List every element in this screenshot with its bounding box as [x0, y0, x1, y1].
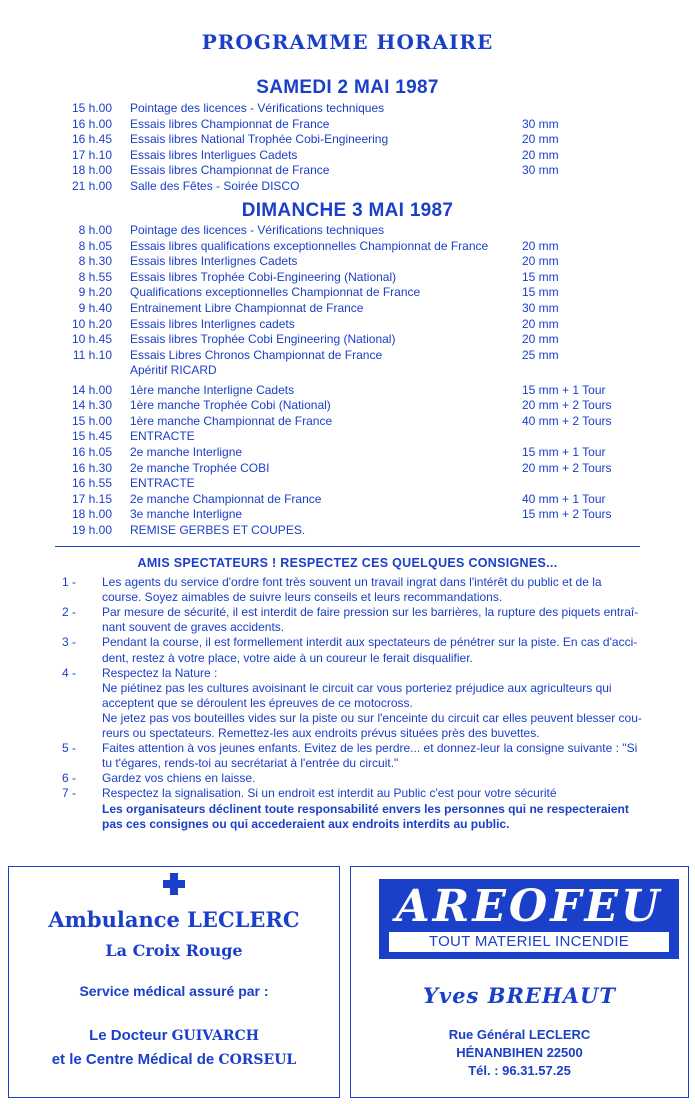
- schedule-event: Essais libres Trophée Cobi Engineering (National): [130, 332, 396, 347]
- doctor-name: GUIVARCH: [171, 1028, 259, 1044]
- schedule-duration: 30 mm: [522, 163, 559, 178]
- schedule-time: 18 h.00: [71, 507, 112, 522]
- schedule-time: 18 h.00: [71, 163, 112, 178]
- schedule-row: [0, 523, 695, 538]
- schedule-time: 16 h.55: [71, 476, 112, 491]
- schedule-time: 8 h.55: [78, 269, 112, 284]
- schedule-row: [0, 414, 695, 429]
- sunday-heading: DIMANCHE 3 MAI 1987: [241, 200, 454, 221]
- schedule-time: 10 h.45: [71, 332, 112, 347]
- ambulance-sub: La Croix Rouge: [105, 941, 243, 960]
- schedule-time: 16 h.00: [71, 116, 112, 131]
- consigne-number: 2 -: [62, 605, 77, 620]
- schedule-duration: 30 mm: [522, 301, 559, 315]
- schedule-time: 21 h.00: [71, 179, 112, 193]
- schedule-row: [0, 117, 695, 132]
- schedule-time: 16 h.45: [71, 132, 112, 147]
- schedule-duration: 30 mm: [522, 116, 559, 131]
- schedule-event: 2e manche Interligne: [130, 444, 243, 459]
- schedule-time: 16 h.05: [71, 444, 112, 459]
- consigne-line: Les agents du service d'ordre font très souvent un travail ingrat dans l'intérêt du public et de la: [102, 575, 602, 589]
- centre-line: [9, 1051, 339, 1068]
- logo-tagline: TOUT MATERIEL INCENDIE: [389, 932, 669, 952]
- schedule-event: Essais libres Interlignes cadets: [130, 316, 295, 331]
- schedule-event: 1ère manche Interligne Cadets: [130, 382, 295, 397]
- schedule-duration: 40 mm + 2 Tours: [522, 413, 612, 428]
- schedule-event: Essais Libres Chronos Championnat de France: [130, 347, 383, 362]
- consigne-number: 6 -: [62, 771, 77, 786]
- schedule-time: 9 h.20: [78, 285, 112, 300]
- schedule-row: [0, 254, 695, 269]
- schedule-row: [0, 163, 695, 178]
- consigne-number: 3 -: [62, 635, 77, 650]
- schedule-duration: 20 mm: [522, 238, 559, 253]
- schedule-row: [0, 476, 695, 491]
- consigne-line: acceptent que se déroulent les épreuves de ce motocross.: [102, 695, 413, 710]
- schedule-event: ENTRACTE: [130, 429, 195, 444]
- schedule-event: Pointage des licences - Vérifications techniques: [130, 223, 385, 237]
- schedule-time: 8 h.00: [78, 223, 112, 237]
- schedule-event: Essais libres Interlignes Cadets: [130, 254, 298, 269]
- consigne-line: Respectez la signalisation. Si un endroit est interdit au Public c'est pour votre sécurité: [102, 786, 557, 801]
- schedule-duration: 20 mm: [522, 132, 559, 147]
- schedule-event: 1ère manche Championnat de France: [130, 413, 333, 428]
- schedule-duration: 15 mm + 1 Tour: [522, 444, 606, 459]
- schedule-duration: 20 mm: [522, 332, 559, 347]
- schedule-row: [0, 398, 695, 413]
- schedule-time: 17 h.15: [71, 491, 112, 506]
- schedule-duration: 40 mm + 1 Tour: [522, 491, 606, 506]
- consigne-line: Respectez la Nature :: [102, 665, 218, 680]
- schedule-duration: 20 mm: [522, 254, 559, 269]
- schedule-event: Essais libres National Trophée Cobi-Engineering: [130, 132, 389, 147]
- schedule-event: Qualifications exceptionnelles Championnat de France: [130, 285, 421, 300]
- consigne-line: nant souvent de graves accidents.: [102, 620, 285, 635]
- schedule-event: REMISE GERBES ET COUPES.: [130, 522, 306, 537]
- consigne-number: 1 -: [62, 575, 77, 589]
- schedule-row: [0, 492, 695, 507]
- schedule-event: 2e manche Trophée COBI: [130, 460, 270, 475]
- schedule-row: [0, 429, 695, 444]
- consigne-line: pas ces consignes ou qui accederaient aux endroits interdits au public.: [102, 816, 510, 831]
- schedule-event: 2e manche Championnat de France: [130, 491, 322, 506]
- city: HÉNANBIHEN 22500: [456, 1045, 583, 1060]
- schedule-duration: 25 mm: [522, 347, 559, 362]
- schedule-event: Essais libres Championnat de France: [130, 163, 330, 178]
- schedule-row: [0, 332, 695, 347]
- schedule-duration: 15 mm + 2 Tours: [522, 507, 612, 522]
- schedule-event: 3e manche Interligne: [130, 507, 243, 522]
- consigne-number: 5 -: [62, 741, 77, 756]
- schedule-time: 17 h.10: [71, 147, 112, 162]
- consigne-line: Par mesure de sécurité, il est interdit de faire pression sur les barrières, la rupture des piquets entraî-: [102, 605, 639, 620]
- schedule-time: 15 h.00: [71, 413, 112, 428]
- schedule-row: [0, 223, 695, 238]
- schedule-row: [0, 507, 695, 522]
- schedule-duration: 15 mm + 1 Tour: [522, 382, 606, 397]
- consigne-line: course. Soyez aimables de suivre leurs conseils et leurs recommandations.: [102, 590, 503, 605]
- schedule-event: Salle des Fêtes - Soirée DISCO: [130, 179, 300, 193]
- consigne-line: Pendant la course, il est formellement interdit aux spectateurs de pénétrer sur la piste. En cas d'acci-: [102, 635, 638, 650]
- consigne-line: Gardez vos chiens en laisse.: [102, 771, 256, 786]
- schedule-duration: 15 mm: [522, 269, 559, 284]
- schedule-time: 19 h.00: [71, 522, 112, 537]
- page-title: PROGRAMME HORAIRE: [201, 30, 494, 54]
- schedule-row: [0, 348, 695, 363]
- schedule-time: 11 h.10: [72, 347, 112, 362]
- schedule-event: Essais libres Interligues Cadets: [130, 147, 298, 162]
- schedule-time: 15 h.45: [71, 429, 112, 444]
- schedule-time: 8 h.05: [78, 238, 112, 253]
- doctor-prefix: Le Docteur: [89, 1027, 172, 1044]
- schedule-row: [0, 239, 695, 254]
- saturday-heading: SAMEDI 2 MAI 1987: [256, 77, 439, 98]
- schedule-event: Entrainement Libre Championnat de France: [130, 301, 364, 315]
- schedule-event: Essais libres Trophée Cobi-Engineering (National): [130, 269, 397, 284]
- schedule-duration: 20 mm + 2 Tours: [522, 398, 612, 413]
- schedule-time: 8 h.30: [78, 254, 112, 269]
- schedule-time: 14 h.00: [71, 382, 112, 397]
- consigne-number: 7 -: [62, 786, 77, 801]
- schedule-duration: 20 mm: [522, 316, 559, 331]
- schedule-row: [0, 179, 695, 194]
- section-divider: [55, 546, 640, 547]
- ambulance-box: [8, 866, 340, 1098]
- logo-text: AREOFEU: [395, 881, 663, 932]
- consigne-line: tu t'égares, rends-toi au secrétariat à l'entrée du circuit.": [102, 756, 399, 771]
- service-label: Service médical assuré par :: [79, 983, 269, 999]
- consignes-title: AMIS SPECTATEURS ! RESPECTEZ CES QUELQUES CONSIGNES...: [137, 556, 558, 570]
- schedule-row: [0, 301, 695, 316]
- ambulance-name: Ambulance LECLERC: [48, 907, 300, 932]
- schedule-row: [0, 363, 695, 378]
- schedule-row: [0, 132, 695, 147]
- schedule-time: 10 h.20: [71, 316, 112, 331]
- address: Rue Général LECLERC: [448, 1027, 591, 1042]
- consigne-line: Faites attention à vos jeunes enfants. Evitez de les perdre... et donnez-leur la consigne suivante : "Si: [102, 741, 638, 756]
- schedule-time: 14 h.30: [71, 398, 112, 413]
- consigne-line: dent, restez à votre place, votre aide à un coureur le ferait disqualifier.: [102, 650, 473, 665]
- schedule-row: [0, 445, 695, 460]
- areofeu-logo: [379, 879, 679, 959]
- consigne-line: reurs ou spectateurs. Remettez-les aux endroits prévus situées près des buvettes.: [102, 726, 540, 740]
- schedule-row: [0, 270, 695, 285]
- consigne-line: Ne jetez pas vos bouteilles vides sur la piste ou sur l'enceinte du circuit car elles peuvent blesser cou-: [102, 710, 642, 725]
- consigne-line: Les organisateurs déclinent toute responsabilité envers les personnes qui ne respecteraient: [102, 801, 629, 816]
- schedule-event: Apéritif RICARD: [130, 363, 217, 378]
- schedule-duration: 15 mm: [522, 285, 559, 300]
- schedule-row: [0, 383, 695, 398]
- schedule-time: 16 h.30: [71, 460, 112, 475]
- schedule-time: 15 h.00: [71, 101, 112, 115]
- schedule-row: [0, 285, 695, 300]
- schedule-row: [0, 461, 695, 476]
- centre-prefix: et le Centre Médical de: [51, 1051, 219, 1068]
- red-cross-icon: [163, 873, 185, 895]
- schedule-row: [0, 148, 695, 163]
- schedule-event: Essais libres qualifications exceptionnelles Championnat de France: [130, 238, 489, 253]
- consigne-number: 4 -: [62, 665, 77, 680]
- schedule-row: [0, 317, 695, 332]
- owner-name: Yves BREHAUT: [423, 983, 616, 1008]
- schedule-event: 1ère manche Trophée Cobi (National): [130, 398, 331, 413]
- phone: Tél. : 96.31.57.25: [468, 1063, 571, 1078]
- schedule-time: 9 h.40: [78, 301, 112, 315]
- schedule-row: [0, 101, 695, 116]
- schedule-duration: 20 mm + 2 Tours: [522, 460, 612, 475]
- centre-name: CORSEUL: [218, 1052, 297, 1068]
- doctor-line: [9, 1027, 339, 1044]
- schedule-event: Essais libres Championnat de France: [130, 116, 330, 131]
- schedule-event: Pointage des licences - Vérifications techniques: [130, 101, 385, 115]
- schedule-duration: 20 mm: [522, 147, 559, 162]
- consigne-line: Ne piétinez pas les cultures avoisinant le circuit car vous porteriez préjudice aux agriculteurs qui: [102, 680, 612, 695]
- sponsor-box: [350, 866, 689, 1098]
- schedule-event: ENTRACTE: [130, 476, 195, 491]
